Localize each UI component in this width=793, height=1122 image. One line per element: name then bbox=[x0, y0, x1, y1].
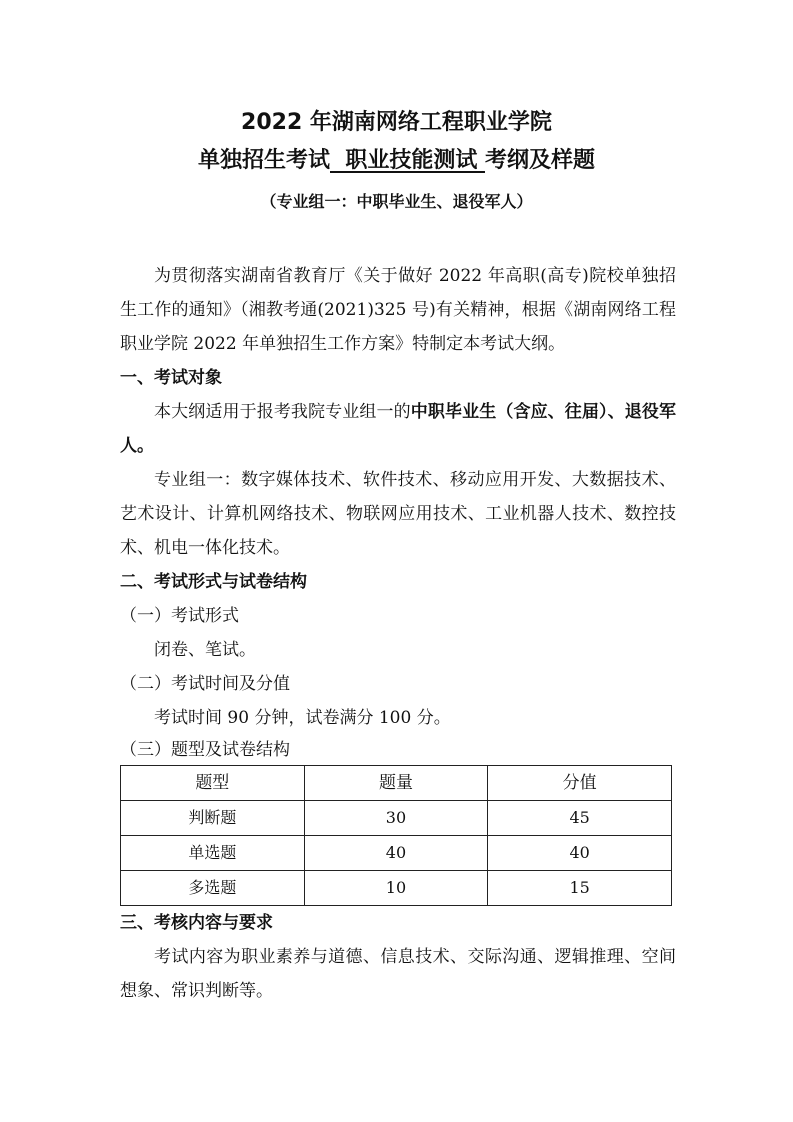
table-row bbox=[121, 801, 672, 836]
section3-heading: 三、考核内容与要求 bbox=[120, 913, 273, 933]
table-cell-score: 40 bbox=[488, 836, 672, 871]
question-structure-table bbox=[120, 765, 672, 906]
document-body bbox=[120, 259, 676, 1008]
section3-text: 考试内容为职业素养与道德、信息技术、交际沟通、逻辑推理、空间想象、常识判断等。 bbox=[120, 947, 676, 1001]
section1-target-text: 本大纲适用于报考我院专业组一的 bbox=[154, 402, 411, 422]
section2-sub2-text: 考试时间 90 分钟，试卷满分 100 分。 bbox=[154, 708, 451, 728]
title-part-underlined: 职业技能测试 bbox=[330, 148, 485, 173]
title-part-a: 单独招生考试 bbox=[197, 148, 330, 173]
table-cell-type: 多选题 bbox=[121, 871, 305, 906]
document-title-line2 bbox=[0, 144, 793, 178]
document-title-line1: 2022 年湖南网络工程职业学院 bbox=[241, 110, 552, 135]
table-cell-score: 45 bbox=[488, 801, 672, 836]
table-cell-count: 10 bbox=[304, 871, 488, 906]
section2-sub3-heading: （三）题型及试卷结构 bbox=[120, 740, 290, 760]
section1-target-paragraph bbox=[120, 395, 676, 463]
section2-sub1-text: 闭卷、笔试。 bbox=[154, 640, 256, 660]
section2-sub1-heading: （一）考试形式 bbox=[120, 606, 239, 626]
table-row bbox=[121, 836, 672, 871]
document-subtitle: （专业组一：中职毕业生、退役军人） bbox=[260, 192, 533, 211]
table-row bbox=[121, 871, 672, 906]
section2-sub2-heading: （二）考试时间及分值 bbox=[120, 674, 290, 694]
title-part-c: 考纲及样题 bbox=[484, 148, 595, 173]
table-cell-type: 判断题 bbox=[121, 801, 305, 836]
table-cell-score: 15 bbox=[488, 871, 672, 906]
table-header-row bbox=[121, 766, 672, 801]
table-cell-type: 单选题 bbox=[121, 836, 305, 871]
section1-heading: 一、考试对象 bbox=[120, 368, 222, 388]
section1-majors-paragraph: 专业组一：数字媒体技术、软件技术、移动应用开发、大数据技术、艺术设计、计算机网络技术、物联网应用技术、工业机器人技术、数控技术、机电一体化技术。 bbox=[120, 470, 676, 558]
table-cell-count: 40 bbox=[304, 836, 488, 871]
section1-target-bold: 中职毕业生（含应、往届）、退役军人。 bbox=[120, 402, 676, 456]
table-cell-count: 30 bbox=[304, 801, 488, 836]
table-header-cell: 分值 bbox=[488, 766, 672, 801]
table-header-cell: 题型 bbox=[121, 766, 305, 801]
intro-paragraph: 为贯彻落实湖南省教育厅《关于做好 2022 年高职(高专)院校单独招生工作的通知》（湘教考通(2021)325 号)有关精神，根据《湖南网络工程职业学院 2022 年单独招生工作方案》特制定本考试大纲。 bbox=[120, 266, 676, 354]
table-header-cell: 题量 bbox=[304, 766, 488, 801]
section2-heading: 二、考试形式与试卷结构 bbox=[120, 572, 307, 592]
